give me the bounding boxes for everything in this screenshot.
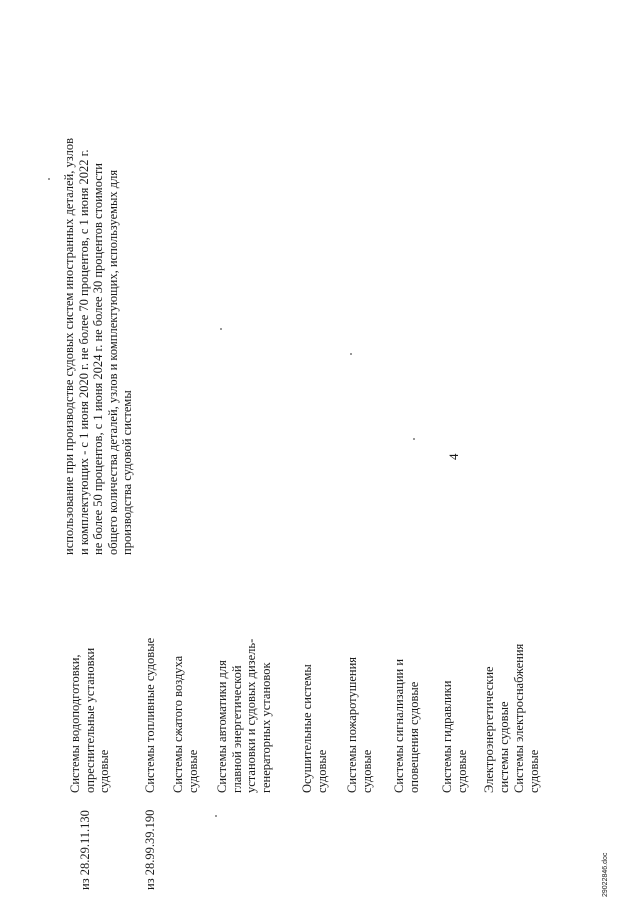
scan-speck: [215, 815, 217, 817]
scan-speck: [350, 353, 352, 355]
product-name-line: Электроэнергетические: [482, 666, 496, 793]
product-name-line: судовые: [97, 749, 112, 793]
product-name-line: судовые: [526, 749, 541, 793]
product-name-line: судовые: [454, 749, 469, 793]
product-name: [215, 639, 273, 793]
requirement-line: и комплектующих - с 1 июня 2020 г. не более 70 процентов, с 1 июня 2022 г.: [76, 149, 91, 555]
product-name-line: оповещения судовые: [406, 681, 421, 793]
product-name: [143, 638, 158, 793]
file-name-footer: 29022846.doc: [602, 852, 609, 897]
product-name: [171, 656, 200, 793]
product-name-line: Системы сжатого воздуха: [171, 655, 185, 793]
product-name-line: главной энергетической: [229, 665, 244, 793]
product-name-line: опреснительные установки: [82, 647, 97, 793]
product-name: [392, 659, 421, 793]
product-name-line: Системы топливные судовые: [143, 637, 157, 793]
product-name-line: Системы электроснабжения: [512, 643, 526, 793]
product-name: [512, 644, 541, 793]
scan-speck: [413, 438, 415, 440]
requirement-line: не более 50 процентов, с 1 июня 2024 г. не более 30 процентов стоимости: [91, 163, 106, 555]
product-name-line: Системы автоматики для: [215, 660, 229, 793]
product-name: [300, 664, 329, 793]
scan-speck: [220, 328, 222, 330]
requirement-line: производства судовой системы: [120, 390, 135, 555]
okpd-code: из 28.99.39.190: [143, 809, 157, 890]
product-name-line: Системы пожаротушения: [345, 656, 359, 793]
requirement-line: общего количества деталей, узлов и комплектующих, используемых для: [105, 169, 120, 555]
product-name: [345, 657, 374, 793]
product-name-line: судовые: [314, 749, 329, 793]
okpd-code: из 28.29.11.130: [78, 810, 92, 890]
product-name-line: судовые: [185, 749, 200, 793]
product-name-line: Системы гидравлики: [440, 680, 454, 793]
product-name: [440, 681, 469, 793]
product-name-line: генераторных установок: [258, 662, 273, 793]
page-number: 4: [446, 453, 461, 460]
product-name: [482, 666, 511, 793]
product-name-line: системы судовые: [496, 701, 511, 793]
scan-speck: [48, 178, 50, 180]
requirement-line: использование при производстве судовых систем иностранных деталей, узлов: [62, 137, 76, 555]
product-name-line: установки и судовых дизель-: [244, 638, 259, 793]
product-name-line: Системы водоподготовки,: [68, 654, 82, 793]
requirement-text: [62, 55, 135, 555]
product-name-line: судовые: [359, 749, 374, 793]
product-name: [68, 648, 112, 793]
product-name-line: Системы сигнализации и: [392, 658, 406, 793]
product-name-line: Осушительные системы: [300, 664, 314, 793]
